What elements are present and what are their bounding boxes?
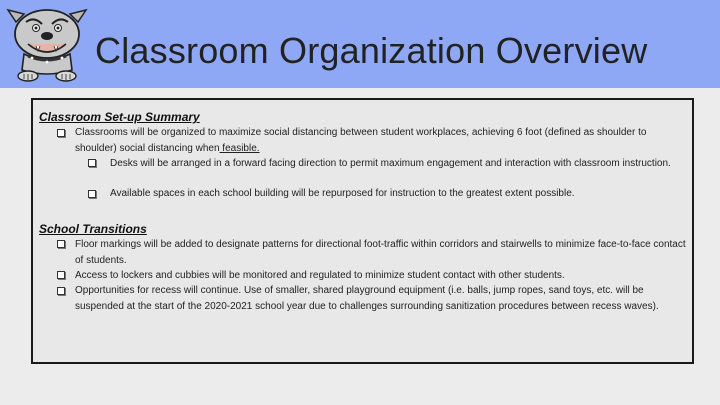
checkbox-bullet-icon [88, 159, 96, 167]
list-item [75, 268, 687, 284]
page-title: Classroom Organization Overview [95, 30, 648, 71]
bulldog-mascot-icon [6, 4, 88, 84]
bullet-text: Available spaces in each school building will be repurposed for instruction to the greatest extent possible. [110, 188, 575, 199]
header-bar [0, 0, 720, 88]
section-heading-school-transitions: School Transitions [39, 222, 147, 236]
checkbox-bullet-icon [57, 240, 65, 248]
checkbox-bullet-icon [57, 287, 65, 295]
bullet-text: Access to lockers and cubbies will be monitored and regulated to minimize student contact with other students. [75, 270, 565, 281]
list-item [75, 125, 675, 156]
list-item [75, 237, 687, 268]
section-heading-classroom-setup: Classroom Set-up Summary [39, 110, 200, 124]
checkbox-bullet-icon [57, 271, 65, 279]
checkbox-bullet-icon [88, 190, 96, 198]
checkbox-bullet-icon [57, 129, 65, 137]
list-item [110, 186, 685, 202]
bullet-text: Floor markings will be added to designate patterns for directional foot-traffic within corridors and stairwells to minimize face-to-face contact of students. [75, 239, 686, 266]
bullet-text: Desks will be arranged in a forward facing direction to permit maximum engagement and interaction with classroom instruction. [110, 158, 671, 169]
list-item [75, 283, 687, 314]
bullet-text: Opportunities for recess will continue. Use of smaller, shared playground equipment (i.e. balls, jump ropes, sand toys, etc. will be suspended at the start of the 2020-2021 school year due to challenges surrounding sanitization procedures between recess waves). [75, 285, 659, 312]
list-item [110, 156, 685, 172]
bullet-text-underlined: feasible. [219, 142, 260, 154]
bullet-text: Classrooms will be organized to maximize social distancing between student workplaces, achieving 6 foot (defined as shoulder to shoulder) social distancing when [75, 127, 647, 154]
